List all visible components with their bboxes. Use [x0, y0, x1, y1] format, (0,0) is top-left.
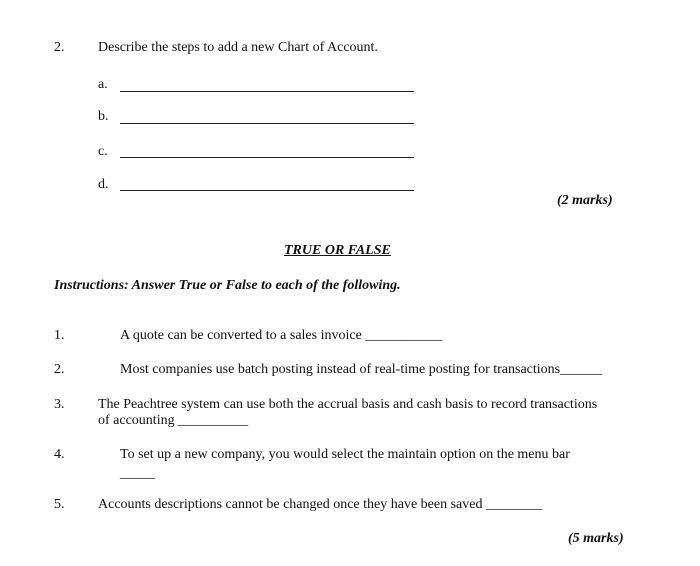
answer-line-c	[120, 157, 414, 158]
item-text-3: The Peachtree system can use both the accrual basis and cash basis to record transactions	[98, 397, 598, 412]
item-text-3-cont	[98, 413, 248, 429]
answer-line-b	[120, 123, 414, 124]
question-number: 2.	[54, 40, 65, 55]
step-label-b: b.	[98, 109, 109, 124]
item-statement-cont: of accounting	[98, 413, 175, 428]
answer-line-d	[120, 190, 414, 191]
step-label-a: a.	[98, 77, 108, 92]
marks-q2: (2 marks)	[557, 193, 613, 208]
item-number-3: 3.	[54, 397, 65, 412]
step-label-c: c.	[98, 144, 108, 159]
item-text-4: To set up a new company, you would select the maintain option on the menu bar	[120, 447, 570, 462]
item-number-2: 2.	[54, 362, 65, 377]
item-text-5	[98, 497, 542, 513]
item-number-5: 5.	[54, 497, 65, 512]
item-number-4: 4.	[54, 447, 65, 462]
item-text-2	[120, 362, 602, 378]
instructions: Instructions: Answer True or False to each of the following.	[54, 278, 401, 293]
answer-blank-4: _____	[120, 466, 155, 481]
item-statement: A quote can be converted to a sales invoice	[120, 328, 362, 343]
answer-line-a	[120, 91, 414, 92]
item-text-1	[120, 328, 442, 344]
item-statement: Accounts descriptions cannot be changed once they have been saved	[98, 497, 483, 512]
marks-tf: (5 marks)	[568, 531, 624, 546]
section-heading: TRUE OR FALSE	[284, 243, 391, 258]
answer-blank: __________	[178, 413, 249, 428]
item-statement: Most companies use batch posting instead of real-time posting for transactions	[120, 362, 561, 377]
answer-blank: ___________	[365, 328, 443, 343]
answer-blank: ______	[560, 362, 603, 377]
step-label-d: d.	[98, 177, 109, 192]
item-number-1: 1.	[54, 328, 65, 343]
question-prompt: Describe the steps to add a new Chart of Account.	[98, 40, 378, 55]
answer-blank: ________	[485, 497, 542, 512]
